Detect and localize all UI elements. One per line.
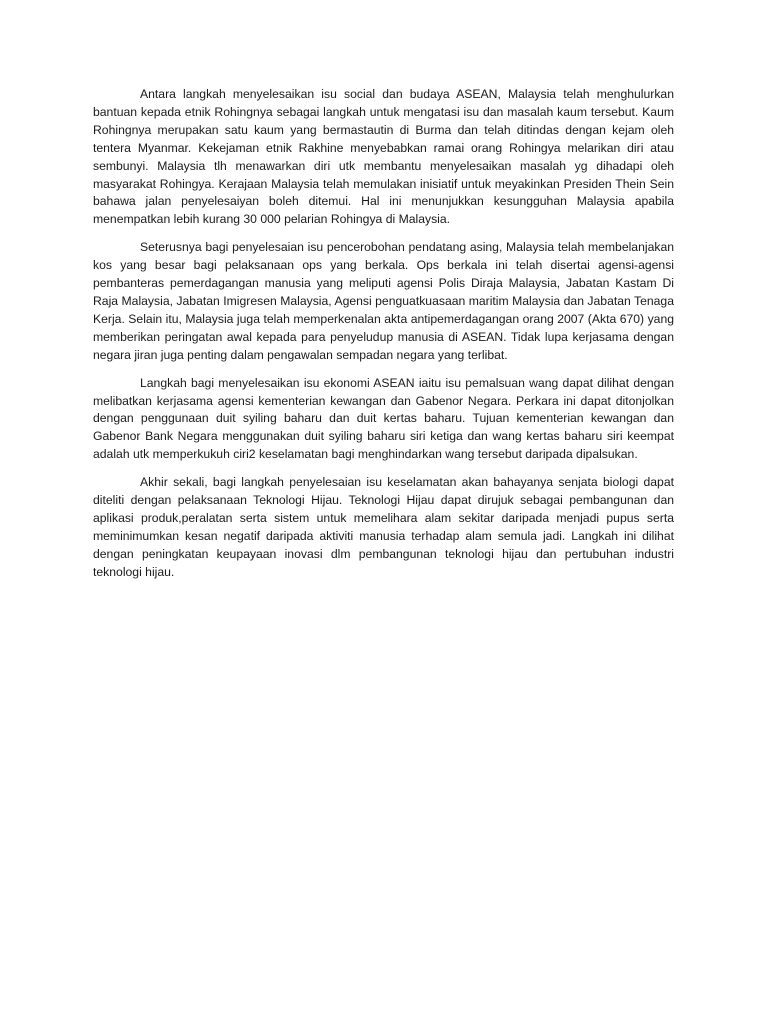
paragraph-social-culture: Antara langkah menyelesaikan isu social dan budaya ASEAN, Malaysia telah menghulurkan bantuan kepada etnik Rohingnya sebagai langkah untuk mengatasi isu dan masalah kaum tersebut. Kaum Rohingnya merupakan satu kaum yang bermastautin di Burma dan telah ditindas dengan kejam oleh tentera Myanmar. Kekejaman etnik Rakhine menyebabkan ramai orang Rohingya melarikan diri atau sembunyi. Malaysia tlh menawarkan diri utk membantu menyelesaikan masalah yg dihadapi oleh masyarakat Rohingya. Kerajaan Malaysia telah memulakan inisiatif untuk meyakinkan Presiden Thein Sein bahawa jalan penyelesaiyan boleh ditemui. Hal ini menunjukkan kesungguhan Malaysia apabila menempatkan lebih kurang 30 000 pelarian Rohingya di Malaysia. [93, 87, 674, 227]
paragraph-illegal-immigrants: Seterusnya bagi penyelesaian isu pencerobohan pendatang asing, Malaysia telah membelanjakan kos yang besar bagi pelaksanaan ops yang berkala. Ops berkala ini telah disertai agensi-agensi pembanteras pemerdagangan manusia yang meliputi agensi Polis Diraja Malaysia, Jabatan Kastam Di Raja Malaysia, Jabatan Imigresen Malaysia, Agensi penguatkuasaan maritim Malaysia dan Jabatan Tenaga Kerja. Selain itu, Malaysia juga telah memperkenalan akta antipemerdagangan orang 2007 (Akta 670) yang memberikan peringatan awal kepada para penyeludup manusia di ASEAN. Tidak lupa kerjasama dengan negara jiran juga penting dalam pengawalan sempadan negara yang terlibat. [93, 240, 674, 362]
document-body [93, 86, 674, 592]
paragraph-economy-counterfeit: Langkah bagi menyelesaikan isu ekonomi ASEAN iaitu isu pemalsuan wang dapat dilihat dengan melibatkan kerjasama agensi kementerian kewangan dan Gabenor Negara. Perkara ini dapat ditonjolkan dengan penggunaan duit syiling baharu dan duit kertas baharu. Tujuan kementerian kewangan dan Gabenor Bank Negara menggunakan duit syiling baharu siri ketiga dan wang kertas baharu siri keempat adalah utk memperkukuh ciri2 keselamatan bagi menghindarkan wang tersebut daripada dipalsukan. [93, 375, 674, 462]
paragraph-security-green-tech: Akhir sekali, bagi langkah penyelesaian isu keselamatan akan bahayanya senjata biologi dapat diteliti dengan pelaksanaan Teknologi Hijau. Teknologi Hijau dapat dirujuk sebagai pembangunan dan aplikasi produk,peralatan serta sistem untuk memelihara alam sekitar daripada menjadi pupus serta meminimumkan kesan negatif daripada aktiviti manusia terhadap alam semula jadi. Langkah ini dilihat dengan peningkatan keupayaan inovasi dlm pembangunan teknologi hijau dan pertubuhan industri teknologi hijau. [93, 475, 674, 579]
